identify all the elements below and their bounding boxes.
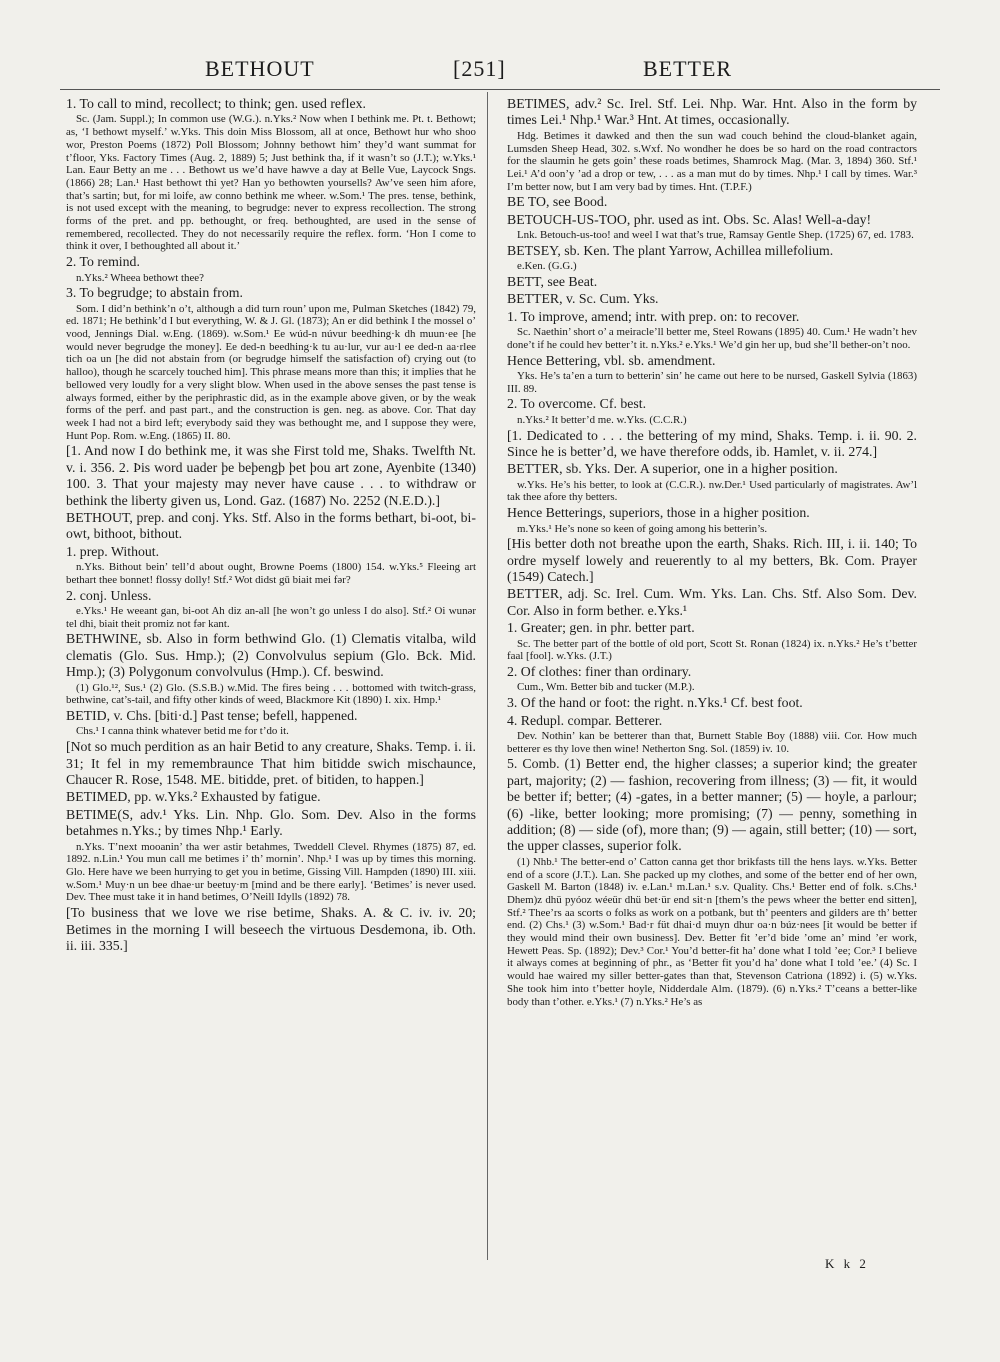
entry-paragraph: BETIME(S, adv.¹ Yks. Lin. Nhp. Glo. Som. Dev. Also in the forms betahmes n.Yks.; by times Nhp.¹ Early. bbox=[66, 806, 476, 839]
entry-paragraph: 5. Comb. (1) Better end, the higher classes; a superior kind; the greater part, majority; (2) — fashion, recovering from illness; (3) — fit, it would be better if; better; (4) -gates, in a better manner; (5) — hoyle, a parlour; (6) -like, better looking; more promising; (7) — penny, something in addition; (8) — side (of), more than; (9) — again, still better; (10) — sort, the upper classes, superior folk. bbox=[507, 756, 917, 854]
citation-paragraph: w.Yks. He’s his better, to look at (C.C.R.). nw.Der.¹ Used particularly of magistrates. Aw’l tak thee afore thy betters. bbox=[507, 478, 917, 504]
entry-paragraph: Hence Betterings, superiors, those in a higher position. bbox=[507, 505, 810, 521]
citation-paragraph: Sc. The better part of the bottle of old port, Scott St. Ronan (1824) ix. n.Yks.² He’s t’better faal [fool]. w.Yks. (J.T.) bbox=[507, 637, 917, 663]
right-headword: BETTER bbox=[643, 56, 733, 81]
entry-paragraph: 4. Redupl. compar. Betterer. bbox=[507, 712, 663, 728]
entry-paragraph: BETTER, sb. Yks. Der. A superior, one in a higher position. bbox=[507, 461, 838, 477]
citation-paragraph: Lnk. Betouch-us-too! and weel I wat that’s true, Ramsay Gentle Shep. (1725) 67, ed. 1783. bbox=[517, 229, 914, 242]
citation-paragraph: (1) Nhb.¹ The better-end o’ Catton canna get thor brikfasts till the hens lays. w.Yks. Better end of a score (J.T.). Lan. She packed up my clothes, and some of the better end of her own, Gaskell M. Barton (1848) iv. e.Lan.¹ m.Lan.¹ s.v. Quality. Chs.¹ Better end of folk. s.Chs.¹ Dhem)z dhü pyóoz wéeür dhü bet·ür end sit·n [them’s the pews wheer the better end sitten], Stf.² Thee’rs aa scorts o folks as work on a potbank, but th’ peenters and gilders are th’ better end. (2) Chs.¹ (3) w.Som.¹ Bad·r füt dhai·d muyn dhur oa·n búz·nees [it would be better if they would mind their own business]. Dev. Better fit ’er’d bide ’ome an’ mind ’er work, Hewett Peas. Sp. (1892); Dev.³ Cor.¹ You’d better-fit ha’ done what I told ’ee; Cor.³ I believe it always comes at beginning of phr., as ‘Better fit you’d ha’ done what I told ’ee.’ (4) Sc. I would hae waired my siller better-gates than that, Stevenson Catriona (1892) i. (5) w.Yks. She took him into t’better hoyle, Nidderdale Alm. (1879). (6) n.Yks.² T’ceans a better-like body than t’other. e.Yks.¹ (7) n.Yks.² He’s as bbox=[507, 855, 917, 1008]
column-divider bbox=[487, 92, 488, 1260]
entry-paragraph: 1. Greater; gen. in phr. better part. bbox=[507, 620, 695, 636]
entry-paragraph: BETIMES, adv.² Sc. Irel. Stf. Lei. Nhp. War. Hnt. Also in the form by times Lei.¹ Nhp.¹ War.³ Hnt. At times, occasionally. bbox=[507, 96, 917, 128]
citation-paragraph: n.Yks.² Wheea bethowt thee? bbox=[76, 271, 204, 284]
entry-paragraph: BETTER, v. Sc. Cum. Yks. bbox=[507, 291, 659, 307]
running-header bbox=[60, 56, 940, 86]
entry-paragraph: 1. prep. Without. bbox=[66, 543, 160, 559]
left-headword: BETHOUT bbox=[205, 56, 315, 81]
entry-paragraph: BETTER, adj. Sc. Irel. Cum. Wm. Yks. Lan. Chs. Stf. Also Som. Dev. Cor. Also in form bether. e.Yks.¹ bbox=[507, 586, 917, 618]
citation-paragraph: Yks. He’s ta’en a turn to betterin’ sin’ he came out here to be nursed, Gaskell Sylvia (1863) III. 89. bbox=[507, 369, 917, 395]
entry-paragraph: [Not so much perdition as an hair Betid to any creature, Shaks. Temp. i. ii. 31; It fel in my remembraunce That him bitidde swich mischaunce, Chaucer R. Rose, 1548. ME. bitidde, pret. of bitiden, to happen.] bbox=[66, 739, 476, 787]
citation-paragraph: n.Yks.² It better’d me. w.Yks. (C.C.R.) bbox=[517, 413, 687, 426]
entry-paragraph: BE TO, see Bood. bbox=[507, 194, 608, 210]
citation-paragraph: Sc. Naethin’ short o’ a meiracle’ll better me, Steel Rowans (1895) 40. Cum.¹ He wadn’t hev done’t if he could hev better’t it. n.Yks.² e.Yks.¹ We’d gin her up, bud she’ll bether-on’t noo. bbox=[507, 326, 917, 351]
citation-paragraph: Chs.¹ I canna think whatever betid me for t’do it. bbox=[76, 725, 289, 738]
entry-paragraph: BETHWINE, sb. Also in form bethwind Glo. (1) Clematis vitalba, wild clematis (Glo. Sus. Hmp.); (2) Convolvulus sepium (Glo. Bck. Mid. Hmp.); (3) Polygonum convolvulus (Hmp.). Cf. beswind. bbox=[66, 631, 476, 680]
entry-paragraph: BETT, see Beat. bbox=[507, 273, 598, 289]
entry-paragraph: 3. Of the hand or foot: the right. n.Yks.¹ Cf. best foot. bbox=[507, 695, 803, 711]
citation-paragraph: Cum., Wm. Better bib and tucker (M.P.). bbox=[517, 681, 695, 694]
citation-paragraph: m.Yks.¹ He’s none so keen of going among his betterin’s. bbox=[517, 522, 768, 535]
citation-paragraph: Hdg. Betimes it dawked and then the sun wad couch behind the cloud-blanket again, Lumsden Sheep Head, 302. s.Wxf. No wondher he does be so hard on the road contractors for the slaumin he gets goin’ these roads betimes, Shamrock Mag. (Mar. 3, 1894) 360. Stf.¹ Lei.¹ A’d oon’y ’ad a drop or tew, . . . as a man mut do by times. Nhp.¹ I call by times. War.³ I’m better now, but I am very bad by times. Hnt. (T.P.F.) bbox=[507, 129, 917, 193]
citation-paragraph: Sc. (Jam. Suppl.); In common use (W.G.). n.Yks.² Now when I bethink me. Pt. t. Bethowt; as, ‘I bethowt myself.’ w.Yks. This doin Miss Blossom, all at once, Bethowt hur who shoo wor, Preston Poems (1872) Poll Blossom; Johnny bethowt him’ they’d want summat for t’floor, Yks. Factory Times (Aug. 2, 1889) 5; Just bethink tha, if it wasn’t so (J.T.); w.Yks.¹ Lan. Eaur Betty an me . . . Bethowt us we’d have hawve a day at Belle Vue, Laycock Sngs. (1866) 28; Lan.¹ Hast bethowt thi yet? Han yo bethowten yoursells? Aw’ve seen him afore, that’s sartin; but, for mi loife, aw conno bethink me wheer. w.Som.¹ The pres. tense, bethink, is not used except with the meaning, to begrudge: never to express recollection. The strong forms of the pret. and pp. bethought, or freq. bethoughted, are used in the sense of remembered, recollected. They do not necessarily require the reflex. form. ‘Hon I come to think it over, I bethoughted all about it.’ bbox=[66, 113, 476, 253]
left-column bbox=[66, 96, 476, 955]
entry-paragraph: 2. To overcome. Cf. best. bbox=[507, 396, 647, 412]
entry-paragraph: 2. To remind. bbox=[66, 254, 140, 270]
right-column bbox=[507, 96, 917, 1009]
entry-paragraph: 3. To begrudge; to abstain from. bbox=[66, 285, 243, 301]
citation-paragraph: n.Yks. Bithout bein’ tell’d about ought, Browne Poems (1800) 154. w.Yks.⁵ Fleeing art bethart thee bonnet! flossy dolly! Stf.² Wot didst gū biait mei fər? bbox=[66, 561, 476, 586]
header-rule bbox=[60, 89, 940, 90]
entry-paragraph: [1. Dedicated to . . . the bettering of my mind, Shaks. Temp. i. ii. 90. 2. Since he is better’d, we have therefore odds, ib. Hamlet, v. ii. 274.] bbox=[507, 427, 917, 459]
citation-paragraph: e.Yks.¹ He weeant gan, bi-oot Ah diz an-all [he won’t go unless I do also]. Stf.² Oi wunər tel dhi, biait theit promiz not fər kant. bbox=[66, 605, 476, 630]
citation-paragraph: Dev. Nothin’ kan be betterer than that, Burnett Stable Boy (1888) viii. Cor. How much betterer es thy love then wine! Netherton Sng. Sol. (1859) iv. 10. bbox=[507, 730, 917, 755]
entry-paragraph: BETIMED, pp. w.Yks.² Exhausted by fatigue. bbox=[66, 789, 321, 805]
entry-paragraph: 1. To call to mind, recollect; to think; gen. used reflex. bbox=[66, 96, 366, 111]
signature-mark: K k 2 bbox=[825, 1256, 869, 1271]
citation-paragraph: (1) Glo.¹², Sus.¹ (2) Glo. (S.S.B.) w.Mid. The fires being . . . bottomed with twitch-grass, bethwine, cat’s-tail, and fifty other kinds of weed, Blackmore Kit (1890) I. xix. Hmp.¹ bbox=[66, 681, 476, 707]
entry-paragraph: 2. Of clothes: finer than ordinary. bbox=[507, 664, 692, 680]
citation-paragraph: n.Yks. T’next mooanin’ tha wer astir betahmes, Tweddell Clevel. Rhymes (1875) 87, ed. 1892. n.Lin.¹ You mun call me betimes i’ th’ mornin’. Nhp.¹ I was up by times this morning. Glo. Here have we been hurrying to get you in betime, Gissing Vill. Hampden (1890) III. xiii. w.Som.¹ Muy·n un bee dhae·ur beetuy·m [mind and be there early]. ‘Betimes’ is never used. Dev. Thee must take it in hand betimes, O’Neill Idylls (1892) 78. bbox=[66, 840, 476, 904]
citation-paragraph: Som. I did’n bethink’n o’t, although a did turn roun’ upon me, Pulman Sketches (1842) 79, ed. 1871; He bethink’d I but everything, W. & J. Gl. (1873); An er did bethink I the mossel o’ vood, Jennings Dial. w.Eng. (1869). w.Som.¹ Ee wúd-n núvur beedhing·k dh muun·ee [he would never begrudge the money]. Ee ded-n beedhing·k tu au·lur, vur au·l ee ded-n aa·rlee tich oa un [he did not abstain from (or begrudge himself the satisfaction of) crying out (to halloo), though he scarcely touched him]. This phrase means more than this; it implies that he bellowed very loudly for a very slight blow. When used in the above senses the past tense is always formed, either by the periphrastic did, as in the example above given, or by the weak forms of the perf. and past part., and the construction is gen. neg. as above. Cor. That day week I had not a bird left; everybody said they was bethought me, and I suppose they were, Hunt Pop. Rom. w.Eng. (1865) II. 80. bbox=[66, 302, 476, 442]
entry-paragraph: [His better doth not breathe upon the earth, Shaks. Rich. III, i. ii. 140; To ordre myself lowely and reuerently to al my betters, Bk. Com. Prayer (1549) Catech.] bbox=[507, 536, 917, 585]
entry-paragraph: 1. To improve, amend; intr. with prep. on: to recover. bbox=[507, 308, 800, 324]
entry-paragraph: [1. And now I do bethink me, it was she First told me, Shaks. Twelfth Nt. v. i. 356. 2. Þis word uader þe beþengþ þet þou art zone, Ayenbite (1340) 100. 3. That your majesty may never have cause . . . to withdraw or bethink the liberty given us, Lond. Gaz. (1687) No. 2252 (N.E.D.).] bbox=[66, 443, 476, 508]
entry-paragraph: BETOUCH-US-TOO, phr. used as int. Obs. Sc. Alas! Well-a-day! bbox=[507, 211, 872, 227]
entry-paragraph: Hence Bettering, vbl. sb. amendment. bbox=[507, 352, 716, 368]
entry-paragraph: 2. conj. Unless. bbox=[66, 587, 152, 603]
entry-paragraph: [To business that we love we rise betime, Shaks. A. & C. iv. iv. 20; Betimes in the morning I will beseech the virtuous Desdemona, ib. Oth. ii. iii. 335.] bbox=[66, 905, 476, 953]
entry-paragraph: BETSEY, sb. Ken. The plant Yarrow, Achillea millefolium. bbox=[507, 242, 834, 258]
citation-paragraph: e.Ken. (G.G.) bbox=[517, 260, 577, 273]
entry-paragraph: BETHOUT, prep. and conj. Yks. Stf. Also in the forms bethart, bi-oot, bi-owt, bithoot, bithout. bbox=[66, 510, 476, 542]
entry-paragraph: BETID, v. Chs. [biti·d.] Past tense; befell, happened. bbox=[66, 708, 358, 724]
page-number: [251] bbox=[453, 56, 506, 81]
